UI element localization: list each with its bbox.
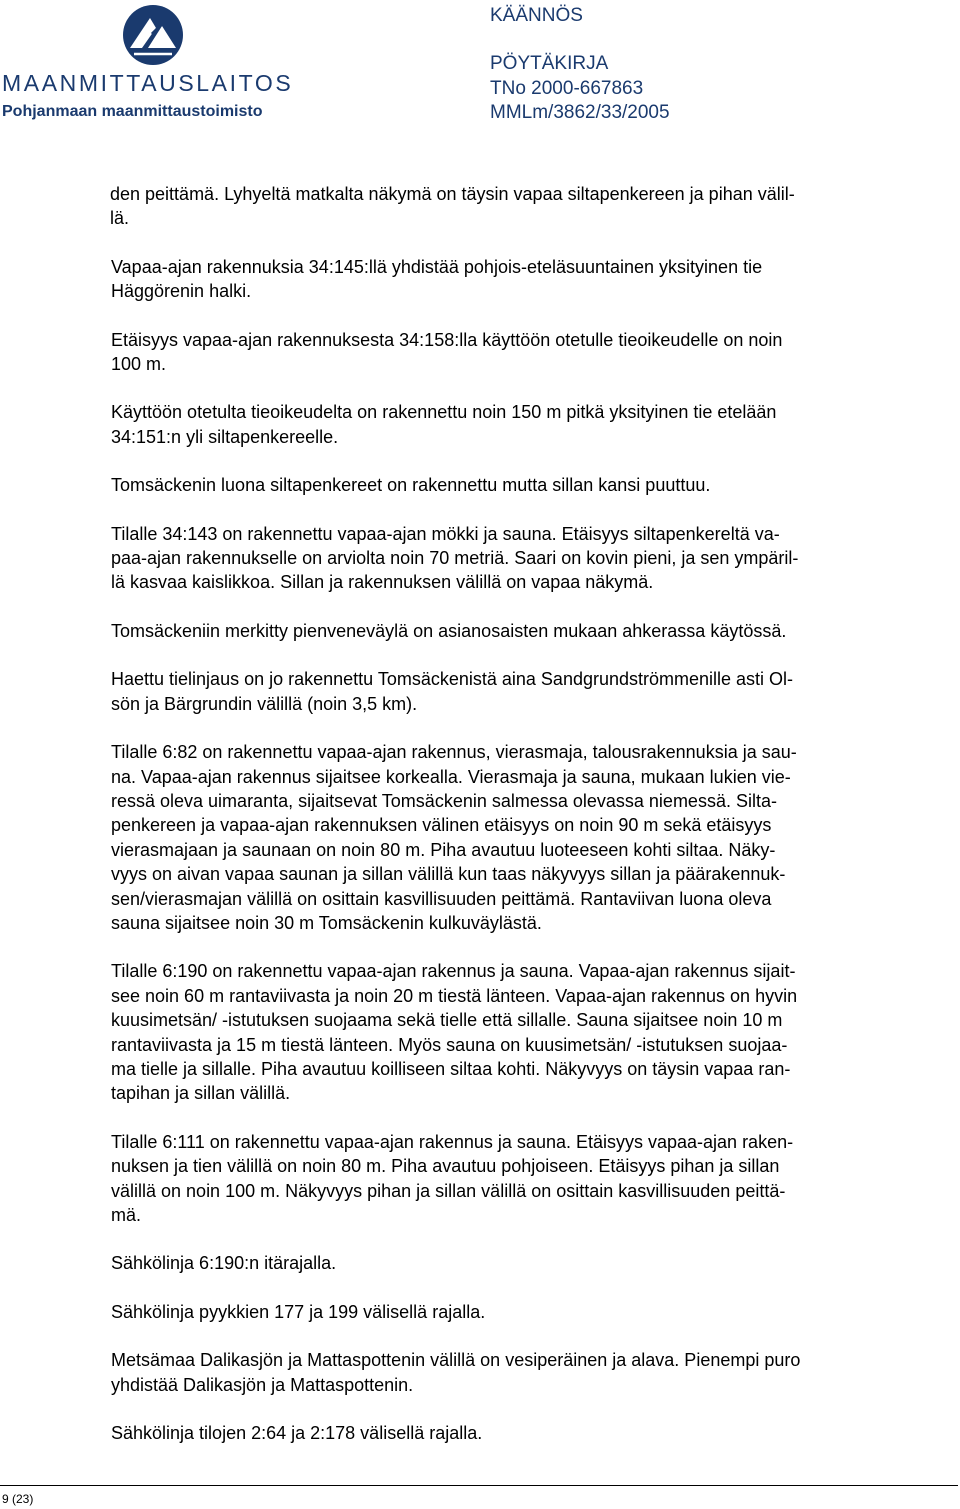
document-header	[0, 0, 960, 140]
body-paragraph: Tilalle 6:82 on rakennettu vapaa-ajan rakennus, vierasmaja, talousrakennuksia ja sau- na. Vapaa-ajan rakennus sijaitsee korkealla. Vierasmaja ja sauna, mukaan lukien vie- ressä oleva uimaranta, sijaitsevat Tomsäckenin salmessa olevassa niemessä. Silta- penkereen ja vapaa-ajan rakennuksen välinen etäisyys on noin 90 m sekä etäisyys vierasmajaan ja saunaan on noin 80 m. Piha avautuu luoteeseen kohti siltaa. Näky- vyys on aivan vapaa saunan ja sillan välillä kun taas näkyvyys sillan ja päärakennuk- sen/vierasmajan välillä on osittain kasvillisuuden peittämä. Rantaviivan luona oleva sauna sijaitsee noin 30 m Tomsäckenin kulkuväylästä.	[111, 742, 797, 933]
body-paragraph: Käyttöön otetulta tieoikeudelta on rakennettu noin 150 m pitkä yksityinen tie etelään 34:151:n yli siltapenkereelle.	[111, 402, 777, 447]
footer-divider	[0, 1485, 958, 1486]
body-paragraph: Metsämaa Dalikasjön ja Mattaspottenin välillä on vesiperäinen ja alava. Pienempi puro yhdistää Dalikasjön ja Mattaspottenin.	[111, 1350, 801, 1395]
body-paragraph: Sähkölinja 6:190:n itärajalla.	[111, 1253, 337, 1274]
page-number: 9 (23)	[2, 1492, 34, 1506]
document-type: PÖYTÄKIRJA	[490, 53, 609, 74]
body-paragraph: Vapaa-ajan rakennuksia 34:145:llä yhdistää pohjois-eteläsuuntainen yksityinen tie Häggörenin halki.	[111, 256, 763, 302]
organization-name: MAANMITTAUSLAITOS	[2, 70, 294, 96]
office-name: Pohjanmaan maanmittaustoimisto	[2, 103, 263, 120]
body-paragraph: Tomsäckenin luona siltapenkereet on rakennettu mutta sillan kansi puuttuu.	[111, 475, 711, 496]
maanmittauslaitos-logo-icon	[122, 4, 184, 66]
body-paragraph: den peittämä. Lyhyeltä matkalta näkymä on täysin vapaa siltapenkereen ja pihan välil- lä.	[110, 184, 795, 229]
body-paragraph: Tilalle 6:111 on rakennettu vapaa-ajan rakennus ja sauna. Etäisyys vapaa-ajan raken- nuksen ja tien välillä on noin 80 m. Piha avautuu pohjoiseen. Etäisyys pihan ja sillan välillä on noin 100 m. Näkyvyys pihan ja sillan välillä on osittain kasvillisuuden peittä- mä.	[111, 1131, 794, 1225]
case-number: TNo 2000-667863	[490, 78, 644, 99]
document-body	[111, 182, 923, 1469]
translation-label: KÄÄNNÖS	[490, 5, 583, 26]
body-paragraph: Haettu tielinjaus on jo rakennettu Tomsäckenistä aina Sandgrundströmmenille asti Ol- sön ja Bärgrundin välillä (noin 3,5 km).	[111, 669, 794, 714]
body-paragraph: Etäisyys vapaa-ajan rakennuksesta 34:158:lla käyttöön otetulle tieoikeudelle on noin 100 m.	[111, 329, 783, 375]
ministry-reference: MMLm/3862/33/2005	[490, 102, 670, 123]
body-paragraph: Sähkölinja pyykkien 177 ja 199 välisellä rajalla.	[111, 1301, 486, 1322]
body-paragraph: Tilalle 34:143 on rakennettu vapaa-ajan mökki ja sauna. Etäisyys siltapenkereltä va- paa-ajan rakennukselle on arviolta noin 70 metriä. Saari on kovin pieni, ja sen ympäril- lä kasvaa kaislikkoa. Sillan ja rakennuksen välillä on vapaa näkymä.	[111, 523, 799, 593]
body-paragraph: Tilalle 6:190 on rakennettu vapaa-ajan rakennus ja sauna. Vapaa-ajan rakennus sijait- see noin 60 m rantaviivasta ja noin 20 m tiestä länteen. Vapaa-ajan rakennus on hyvin kuusimetsän/ -istutuksen suojaama sekä tielle että sillalle. Sauna sijaitsee noin 10 m rantaviivasta ja 15 m tiestä länteen. Myös sauna on kuusimetsän/ -istutuksen suojaa- ma tielle ja sillalle. Piha avautuu koilliseen siltaa kohti. Näkyvyys on täysin vapaa ran- tapihan ja sillan välillä.	[111, 961, 798, 1104]
body-paragraph: Tomsäckeniin merkitty pienveneväylä on asianosaisten mukaan ahkerassa käytössä.	[111, 620, 787, 641]
body-paragraph: Sähkölinja tilojen 2:64 ja 2:178 välisellä rajalla.	[111, 1423, 483, 1444]
